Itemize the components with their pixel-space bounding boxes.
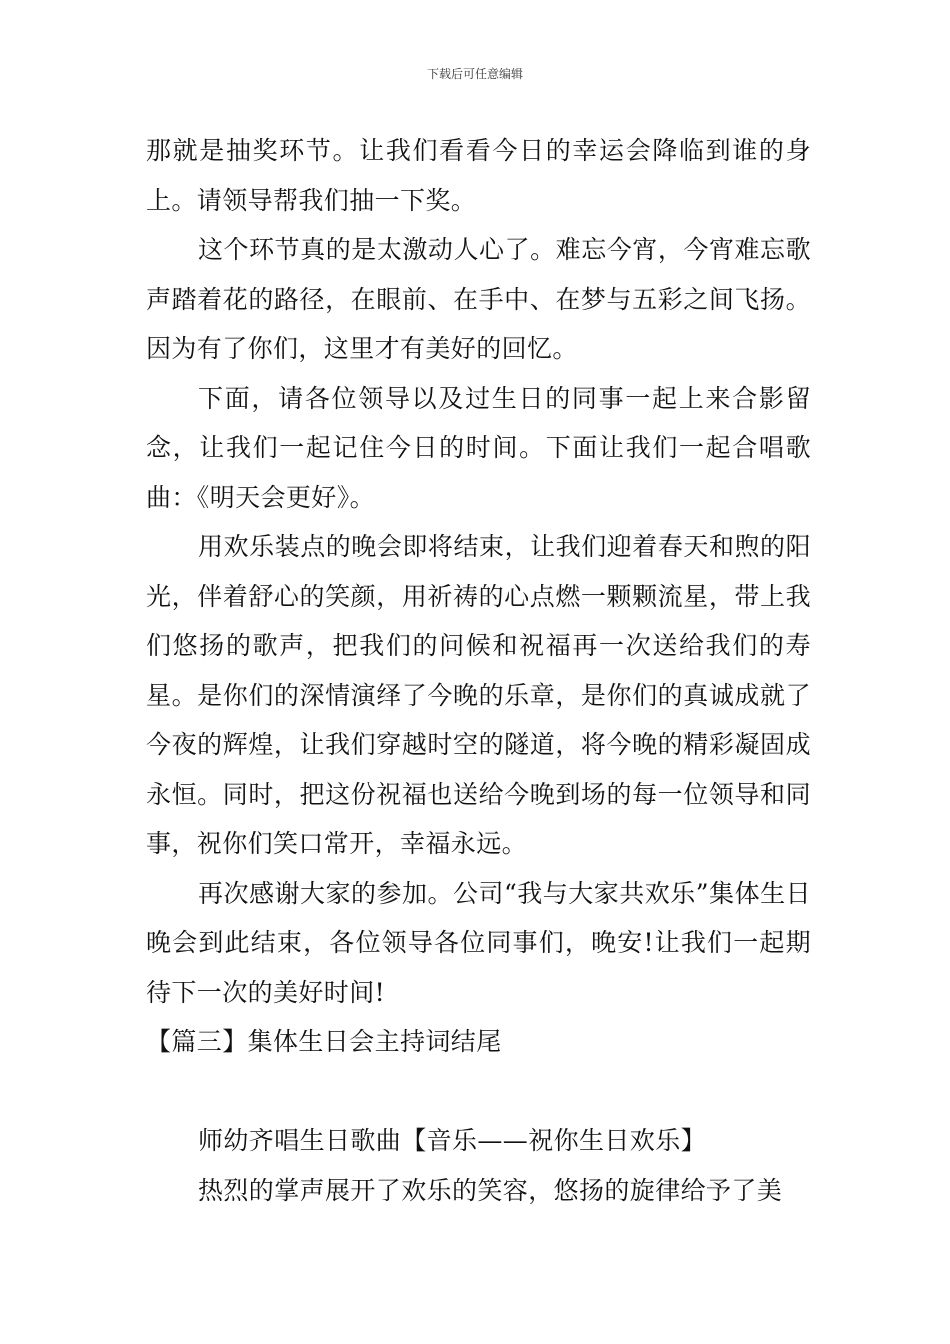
paragraph: 这个环节真的是太激动人心了。难忘今宵，今宵难忘歌声踏着花的路径，在眼前、在手中、在梦与五彩之间飞扬。因为有了你们，这里才有美好的回忆。 <box>146 235 811 363</box>
page-header: 下载后可任意编辑 <box>426 67 523 81</box>
paragraph: 用欢乐装点的晚会即将结束，让我们迎着春天和煦的阳光，伴着舒心的笑颜，用祈祷的心点燃一颗颗流星，带上我们悠扬的歌声，把我们的问候和祝福再一次送给我们的寿星。是你们的深情演绎了今晚的乐章，是你们的真诚成就了今夜的辉煌，让我们穿越时空的隧道，将今晚的精彩凝固成永恒。同时，把这份祝福也送给今晚到场的每一位领导和同事，祝你们笑口常开，幸福永远。 <box>146 532 811 858</box>
paragraph-continued: 那就是抽奖环节。让我们看看今日的幸运会降临到谁的身上。请领导帮我们抽一下奖。 <box>146 136 811 215</box>
blank-line <box>146 1067 811 1117</box>
document-body <box>146 126 811 1215</box>
section-heading: 【篇三】集体生日会主持词结尾 <box>146 1027 502 1056</box>
paragraph: 师幼齐唱生日歌曲【音乐——祝你生日欢乐】 <box>198 1126 707 1155</box>
paragraph: 热烈的掌声展开了欢乐的笑容，悠扬的旋律给予了美 <box>198 1175 783 1205</box>
paragraph: 再次感谢大家的参加。公司“我与大家共欢乐”集体生日晚会到此结束，各位领导各位同事们，晚安!让我们一起期待下一次的美好时间! <box>146 878 811 1007</box>
paragraph: 下面，请各位领导以及过生日的同事一起上来合影留念，让我们一起记住今日的时间。下面让我们一起合唱歌曲：《明天会更好》。 <box>146 383 811 512</box>
